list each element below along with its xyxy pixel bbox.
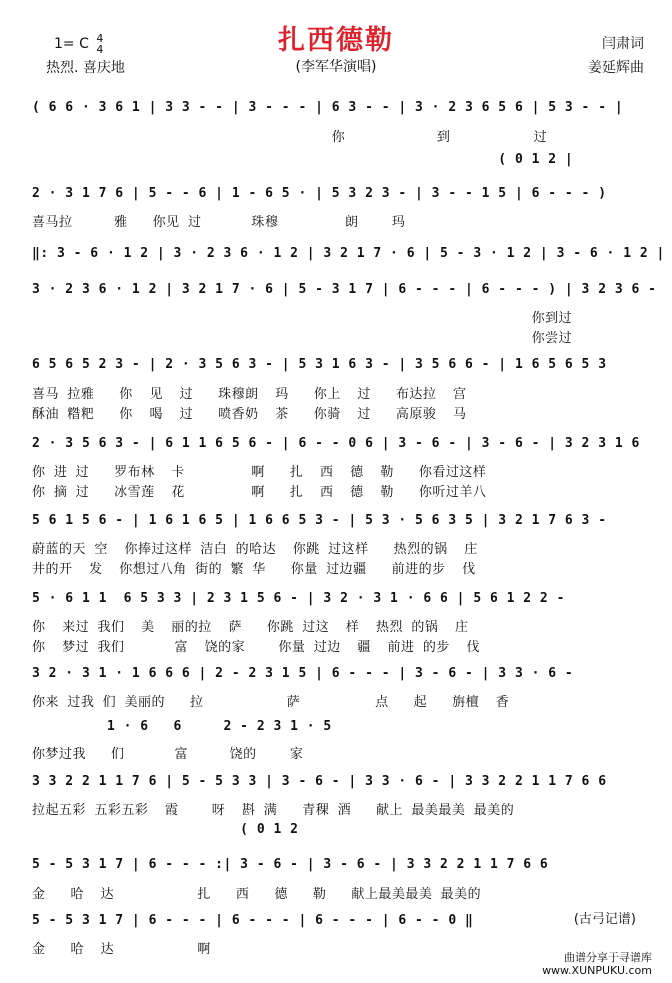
- notation-line: 3 3 2 2 1 1 7 6 | 5 - 5 3 3 | 3 - 6 - | 3 3 · 6 - | 3 3 2 2 1 1 7 6 6: [32, 774, 607, 789]
- lyric-line: 酥油 糌粑 你 喝 过 喷香奶 茶 你骑 过 高原骏 马: [32, 407, 467, 422]
- notation-line: 5 · 6 1 1 6 5 3 3 | 2 3 1 5 6 - | 3 2 · 3 1 · 6 6 | 5 6 1 2 2 -: [32, 591, 565, 606]
- key-signature: [54, 33, 103, 55]
- notation-line: 6 5 6 5 2 3 - | 2 · 3 5 6 3 - | 5 3 1 6 3 - | 3 5 6 6 - | 1 6 5 6 5 3: [32, 357, 607, 372]
- singer-credit: (李军华演唱): [295, 59, 377, 75]
- lyric-line: 金 哈 达 啊: [32, 942, 211, 957]
- lyricist-credit: 闫肃词: [602, 36, 644, 52]
- notation-line: ( 6 6 · 3 6 1 | 3 3 - - | 3 - - - | 6 3 - - | 3 · 2 3 6 5 6 | 5 3 - - |: [32, 100, 624, 115]
- notation-line: 5 - 5 3 1 7 | 6 - - - :| 3 - 6 - | 3 - 6 - | 3 3 2 2 1 1 7 6 6: [32, 857, 549, 872]
- lyric-line: 你 到 过: [32, 130, 548, 145]
- lyric-line: 喜马 拉雅 你 见 过 珠穆朗 玛 你上 过 布达拉 宫: [32, 387, 467, 402]
- lyric-line: 你 进 过 罗布林 卡 啊 扎 西 德 勒 你看过这样: [32, 465, 487, 480]
- notation-line: 5 - 5 3 1 7 | 6 - - - | 6 - - - | 6 - - - | 6 - - 0 ‖: [32, 913, 474, 928]
- lyric-line: 蔚蓝的天 空 你捧过这样 洁白 的哈达 你跳 过这样 热烈的锅 庄: [32, 542, 478, 557]
- song-title: 扎西德勒: [278, 25, 394, 56]
- lyric-line: 你梦过我 们 富 饶的 家: [32, 747, 304, 762]
- lyric-line: 你 来过 我们 美 丽的拉 萨 你跳 过这 样 热烈 的锅 庄: [32, 620, 469, 635]
- notation-line: 2 · 3 5 6 3 - | 6 1 1 6 5 6 - | 6 - - 0 6 | 3 - 6 - | 3 - 6 - | 3 2 3 1 6: [32, 436, 640, 451]
- notation-line: ( 0 1 2: [32, 822, 299, 837]
- lyric-line: 喜马拉 雅 你见 过 珠穆 朗 玛: [32, 215, 406, 230]
- notation-line: 1 · 6 6 2 - 2 3 1 · 5: [32, 719, 332, 734]
- site-url: www.XUNPUKU.com: [542, 964, 652, 977]
- transcriber-note: (古弓记谱): [573, 912, 636, 927]
- composer-credit: 姜延辉曲: [588, 60, 644, 76]
- notation-line: ( 0 1 2 |: [32, 152, 574, 167]
- time-signature: [96, 33, 103, 55]
- lyric-line: 井的开 发 你想过八角 街的 繁 华 你量 过边疆 前进的步 伐: [32, 562, 476, 577]
- notation-line: 3 · 2 3 6 · 1 2 | 3 2 1 7 · 6 | 5 - 3 1 7 | 6 - - - | 6 - - - ) | 3 2 3 6 -: [32, 282, 657, 297]
- lyric-line: 拉起五彩 五彩五彩 霞 呀 斟 满 青稞 酒 献上 最美最美 最美的: [32, 803, 515, 818]
- lyric-line: 金 哈 达 扎 西 德 勒 献上最美最美 最美的: [32, 887, 482, 902]
- notation-line: 5 6 1 5 6 - | 1 6 1 6 5 | 1 6 6 5 3 - | 5 3 · 5 6 3 5 | 3 2 1 7 6 3 -: [32, 513, 607, 528]
- lyric-line: 你来 过我 们 美丽的 拉 萨 点 起 旃檀 香: [32, 695, 510, 710]
- notation-line: 3 2 · 3 1 · 1 6 6 6 | 2 - 2 3 1 5 | 6 - - - | 3 - 6 - | 3 3 · 6 -: [32, 666, 574, 681]
- site-credit: [542, 951, 652, 977]
- site-share-text: 曲谱分享于寻谱库: [564, 951, 652, 964]
- tempo-style: 热烈. 喜庆地: [46, 60, 125, 76]
- lyric-line: 你到过: [32, 311, 573, 326]
- notation-line: 2 · 3 1 7 6 | 5 - - 6 | 1 - 6 5 · | 5 3 2 3 - | 3 - - 1 5 | 6 - - - ): [32, 186, 607, 201]
- lyric-line: 你尝过: [32, 331, 573, 346]
- lyric-line: 你 摘 过 冰雪莲 花 啊 扎 西 德 勒 你听过羊八: [32, 485, 487, 500]
- lyric-line: 你 梦过 我们 富 饶的家 你量 过边 疆 前进 的步 伐: [32, 640, 481, 655]
- time-top: 4: [96, 32, 104, 45]
- notation-line: ‖: 3 - 6 · 1 2 | 3 · 2 3 6 · 1 2 | 3 2 1 7 · 6 | 5 - 3 · 1 2 | 3 - 6 · 1 2 |: [32, 246, 665, 261]
- key-label: 1= C: [54, 36, 89, 52]
- time-bottom: 4: [96, 43, 104, 56]
